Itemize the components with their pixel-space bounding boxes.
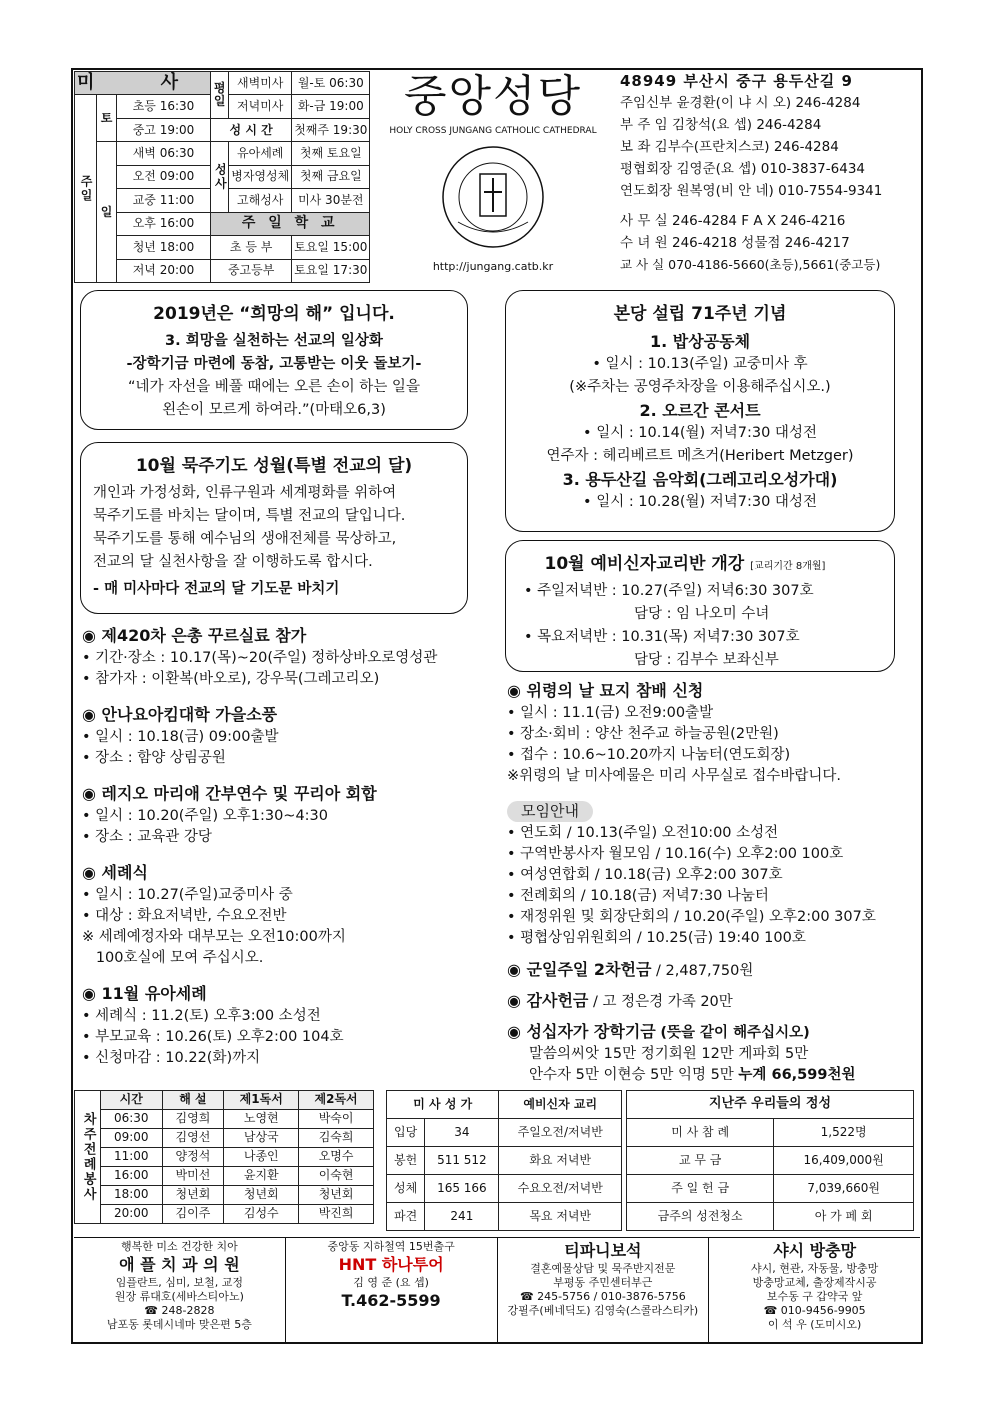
contact-line: 주임신부 윤경환(이 냐 시 오) 246-4284: [620, 95, 861, 111]
anniversary-title: 본당 설립 71주년 기념: [613, 304, 787, 324]
offering-thanks: ◉ 감사헌금 / 고 정은경 가족 20만: [507, 991, 733, 1010]
seongsi-time: 첫째주 19:30: [292, 118, 370, 141]
left-notices: [82, 625, 492, 1069]
right-notices: [507, 680, 917, 1086]
sun-sub-label: 일: [97, 142, 117, 283]
sun-label: 주일: [75, 95, 97, 283]
notice-legio: ◉ 레지오 마리애 간부연수 및 꾸리아 회합 • 일시 : 10.20(주일) 오후1:30~4:30 • 장소 : 교육관 강당: [82, 784, 377, 845]
offering-table: 지난주 우리들의 정성 미 사 참 례 1,522명 교 무 금 16,409,000원 주 일 헌 금 7,039,660원 금주의 성전청소 아 가 페 회: [626, 1090, 914, 1231]
mass-schedule-table: 미 사 평 일 새벽미사 월-토 06:30 주일 토 초등 16:30 저녁미사 화-금 19:00 중고 19:00 성 시 간 첫째주 19:30 일 새벽 06:30 성사 유아세례 첫째 토요일 오전 09:00 병자영성체 첫째 금요일 교중 11:00 고해성사 미사 30분전 오후 16:00 주 일 학 교 청년 18:00 초 등 부 토요일 15:00 저녁 20:00 중고등부 토요일 17:30: [74, 71, 370, 283]
church-logo-icon: [438, 142, 548, 252]
address: 48949 부산시 중구 용두산길 9: [620, 72, 853, 90]
office-line: 사 무 실 246-4284 F A X 246-4216: [620, 213, 846, 229]
office-line: 수 녀 원 246-4218 성물점 246-4217: [620, 235, 850, 251]
anniversary-box: 본당 설립 71주년 기념 1. 밥상공동체 • 일시 : 10.13(주일) 교중미사 후 (※주차는 공영주차장을 이용해주십시오.) 2. 오르간 콘서트 • 일시 : 10.14(월) 저녁7:30 대성전 연주자 : 헤리베르트 메츠거(Heribert Metzger) 3. 용두산길 음악회(그레고리오성가대) • 일시 : 10.28(월) 저녁7:30 대성전: [505, 290, 895, 532]
contact-block: [620, 70, 920, 276]
contact-line: 보 좌 김부수(프란치스코) 246-4284: [620, 139, 839, 155]
notice-picnic: ◉ 안나요아킴대학 가을소풍 • 일시 : 10.18(금) 09:00출발 • 장소 : 함양 상림공원: [82, 705, 279, 766]
rosary-month-title: 10월 묵주기도 성월(특별 전교의 달): [135, 456, 413, 476]
mass-title: 미 사: [75, 72, 211, 95]
notice-cursillo: ◉ 제420차 은총 꾸르실료 참가 • 기간·장소 : 10.17(목)~20(주일) 정하상바오로영성관 • 참가자 : 이환복(바오로), 강우묵(그레고리오): [82, 626, 438, 687]
meeting-guide: 모임안내 • 연도회 / 10.13(주일) 오전10:00 소성전 • 구역반봉사자 월모임 / 10.16(수) 오후2:00 100호 • 여성연합회 / 10.18(금) 오후2:00 307호 • 전례회의 / 10.18(금) 저녁7:30 나눔터 • 재정위원 및 회장단회의 / 10.20(주일) 오후2:00 307호 • 평협상임위원회의 / 10.25(금) 19:40 100호: [507, 802, 876, 946]
church-title-block: [388, 70, 598, 273]
dawn-mass-label: 새벽미사: [229, 72, 292, 95]
choir-table: 미 사 성 가 예비신자 교리 입당 34 주일오전/저녁반 봉헌 511 512 화요 저녁반 성체 165 166 수요오전/저녁반 파견 241 목요 저녁반: [386, 1090, 622, 1231]
contact-line: 연도회장 원복영(비 안 네) 010-7554-9341: [620, 183, 883, 199]
notice-baptism: ◉ 세례식 • 일시 : 10.27(주일)교중미사 중 • 대상 : 화요저녁반, 수요오전반 ※ 세례예정자와 대부모는 오전10:00까지 100호실에 모여 주십시오.: [82, 863, 346, 966]
evening-mass-label: 저녁미사: [229, 95, 292, 118]
liturgy-serve-table: 차주전례봉사 시간 해 설 제1독서 제2독서 06:30 김영희 노영현 박숙이 09:00 김영선 남상국 김숙희 11:00 양정석 나종인 오명수 16:00 박미선 윤지환 이숙현 18:00 청년회 청년회 청년회 20:00 김이주 김성수 박진희: [74, 1090, 374, 1224]
ad-travel: 중앙동 지하철역 15번출구 HNT 하나투어 김 영 준 (요 셉) T.462-5599: [286, 1238, 498, 1342]
notice-infant-baptism: ◉ 11월 유아세례 • 세례식 : 11.2(토) 오후3:00 소성전 • 부모교육 : 10.26(토) 오후2:00 104호 • 신청마감 : 10.22(화)까지: [82, 984, 344, 1066]
church-name: 중앙성당: [403, 71, 582, 122]
evening-mass-time: 화-금 19:00: [292, 95, 370, 118]
church-url[interactable]: http://jungang.catb.kr: [432, 260, 554, 273]
ad-jewelry: 티파니보석 결혼예물상담 및 묵주반지전문 부평동 주민센터부근 ☎ 245-5756 / 010-3876-5756 강필주(베네딕도) 김영숙(스콜라스티카): [498, 1238, 710, 1342]
seongsi-label: 성 시 간: [211, 118, 292, 141]
hope-year-title: 2019년은 “희망의 해” 입니다.: [153, 304, 395, 324]
office-line: 교 사 실 070-4186-5660(초등),5661(중고등): [620, 257, 881, 272]
church-eng-name: HOLY CROSS JUNGANG CATHOLIC CATHEDRAL: [389, 126, 597, 136]
catechism-box: 10월 예비신자교리반 개강 [교리기간 8개월] • 주일저녁반 : 10.27(주일) 저녁6:30 307호 담당 : 임 나오미 수녀 • 목요저녁반 : 10.31(목) 저녁7:30 307호 담당 : 김부수 보좌신부: [505, 540, 895, 672]
sat-label: 토: [97, 95, 117, 142]
weekday-label: 평 일: [211, 72, 229, 119]
contact-line: 평협회장 김영준(요 셉) 010-3837-6434: [620, 161, 865, 177]
notice-cemetery: ◉ 위령의 날 묘지 참배 신청 • 일시 : 11.1(금) 오전9:00출발 • 장소·회비 : 양산 천주교 하늘공원(2만원) • 접수 : 10.6~10.20까지 나눔터(연도회장) ※위령의 날 미사예물은 미리 사무실로 접수바랍니다.: [507, 681, 841, 784]
contact-line: 부 주 임 김창석(요 셉) 246-4284: [620, 117, 822, 133]
seongsa-label: 성사: [211, 142, 229, 212]
offering-scholarship: ◉ 성십자가 장학기금 (뜻을 같이 해주십시오) 말씀의씨앗 15만 정기회원 12만 게파회 5만 안수자 5만 이현승 5만 익명 5만 누계 66,599천원: [507, 1022, 856, 1083]
ads-bar: [74, 1237, 920, 1342]
ad-dental: 행복한 미소 건강한 치아 애 플 치 과 의 원 임플란트, 심미, 보철, 교정 원장 류대호(세바스티아노) ☎ 248-2828 남포동 롯데시네마 맞은편 5층: [74, 1238, 286, 1342]
meeting-pill: 모임안내: [507, 801, 593, 822]
offering-military: ◉ 군일주일 2차헌금 / 2,487,750원: [507, 960, 754, 979]
sunday-school-title: 주 일 학 교: [211, 212, 370, 235]
rosary-month-box: 10월 묵주기도 성월(특별 전교의 달) 개인과 가정성화, 인류구원과 세계평화를 위하여 묵주기도를 바치는 달이며, 특별 전교의 달입니다. 묵주기도를 통해 예수님의 생애전체를 묵상하고, 전교의 달 실천사항을 잘 이행하도록 합시다. - 매 미사마다 전교의 달 기도문 바치기: [80, 442, 468, 614]
dawn-mass-time: 월-토 06:30: [292, 72, 370, 95]
hope-year-box: 2019년은 “희망의 해” 입니다. 3. 희망을 실천하는 선교의 일상화 -장학기금 마련에 동참, 고통받는 이웃 돌보기- “네가 자선을 베풀 때에는 오른 손이 하는 일을 왼손이 모르게 하여라.”(마태오6,3): [80, 290, 468, 430]
ad-window: 샤시 방충망 샤시, 현관, 자동물, 방충망 방충망교체, 출장제작시공 보수동 구 갑약국 앞 ☎ 010-9456-9905 이 석 우 (도미시오): [751, 1241, 879, 1331]
